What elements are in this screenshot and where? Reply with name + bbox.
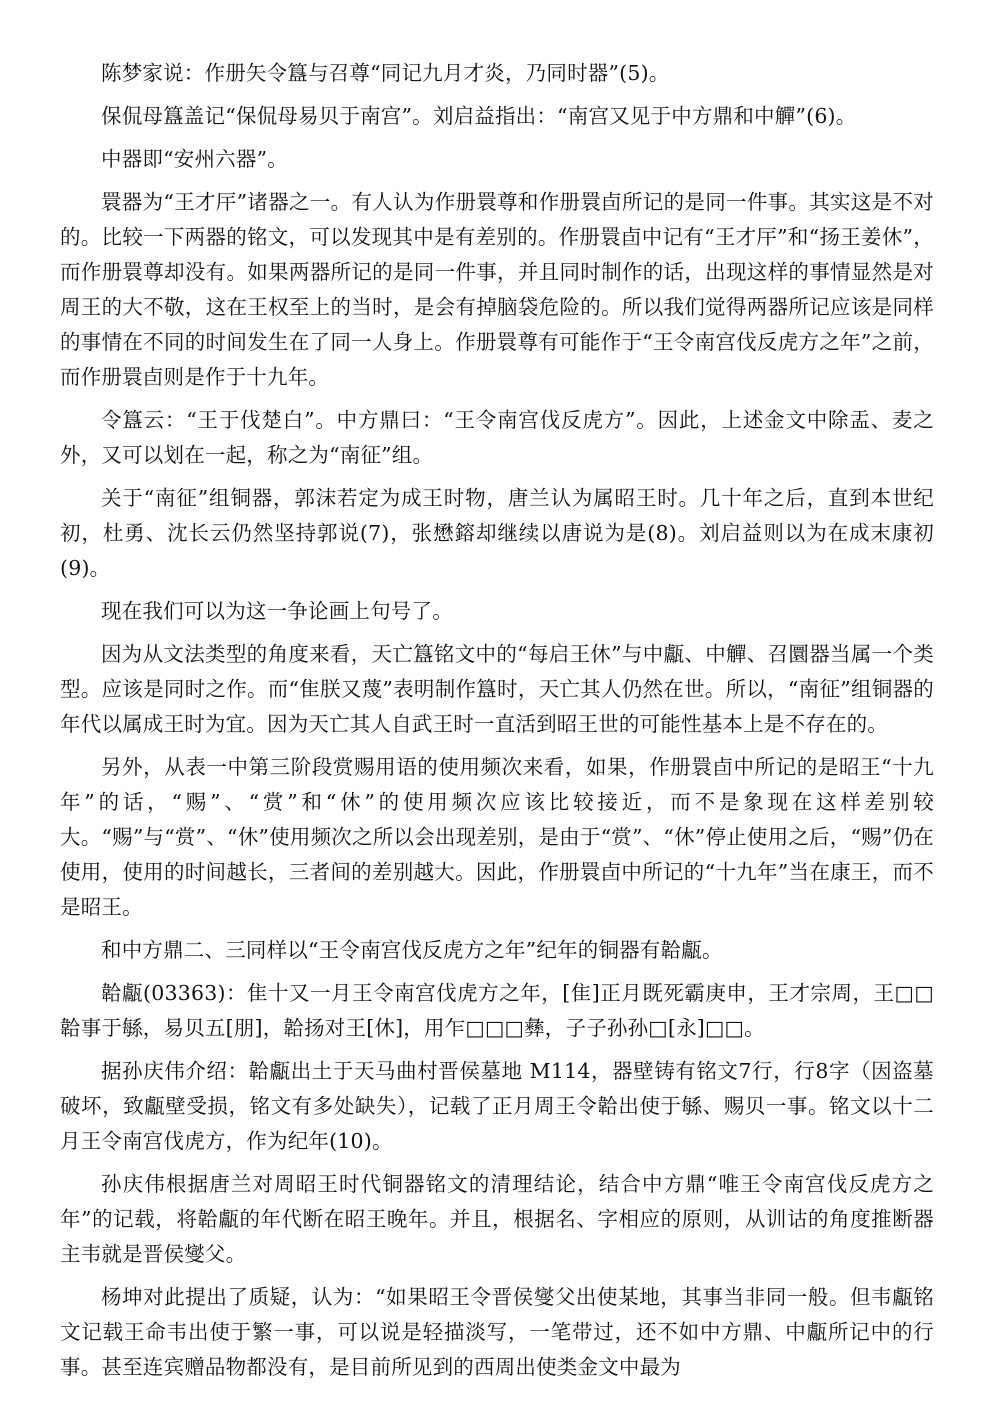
paragraph-nanzheng-group: 关于“南征”组铜器，郭沫若定为成王时物，唐兰认为属昭王时。几十年之后，直到本世纪初，杜勇、沈长云仍然坚持郭说(7)，张懋鎔却继续以唐说为是(8)。刘启益则以为在成末康初(9)。 [60,486,934,580]
paragraph-chen-mengjia: 陈梦家说：作册矢令簋与召尊“同记九月才炎，乃同时器”(5)。 [101,61,670,85]
paragraph-tianwang-gui: 因为从文法类型的角度来看，天亡簋铭文中的“每启王休”与中甗、中觶、召圜器当属一个类型。应该是同时之作。而“隹朕又蔑”表明制作簋时，天亡其人仍然在世。所以，“南征”组铜器的年代以属成王时为宜。因为天亡其人自武王时一直活到昭王世的可能性基本上是不存在的。 [60,642,934,736]
paragraph-baokan-mu-gui: 保侃母簋盖记“保侃母易贝于南宫”。刘启益指出：“南宫又见于中方鼎和中觶”(6)。 [101,104,857,128]
paragraph-conclusion-intro: 现在我们可以为这一争论画上句号了。 [101,599,453,623]
paragraph-sun-qingwei-intro: 据孙庆伟介绍：韐甗出土于天马曲村晋侯墓地 M114，器壁铸有铭文7行，行8字（因盗墓破坏，致甗壁受损，铭文有多处缺失），记载了正月周王令韐出使于緐、赐贝一事。铭文以十二月王令南宫伐虎方，作为纪年(10)。 [60,1059,934,1153]
paragraph-zhong-qi: 中器即“安州六器”。 [101,147,288,171]
paragraph-ge-yan-inscription: 韐甗(03363)：隹十又一月王令南宫伐虎方之年，[隹]正月既死霸庚申，王才宗周，王□□韐事于緐，易贝五[朋]，韐扬对王[休]，用乍□□□彝，子子孙孙□[永]□□。 [60,981,934,1040]
paragraph-ge-yan-intro: 和中方鼎二、三同样以“王令南宫伐反虎方之年”纪年的铜器有韐甗。 [101,938,723,962]
paragraph-huan-qi: 睘器为“王才厈”诸器之一。有人认为作册睘尊和作册睘卣所记的是同一件事。其实这是不对的。比较一下两器的铭文，可以发现其中是有差别的。作册睘卣中记有“王才厈”和“扬王姜休”，而作册睘尊却没有。如果两器所记的是同一件事，并且同时制作的话，出现这样的事情显然是对周王的大不敬，这在王权至上的当时，是会有掉脑袋危险的。所以我们觉得两器所记应该是同样的事情在不同的时间发生在了同一人身上。作册睘尊有可能作于“王令南宫伐反虎方之年”之前，而作册睘卣则是作于十九年。 [60,190,934,389]
paragraph-ling-gui: 令簋云：“王于伐楚白”。中方鼎曰：“王令南宫伐反虎方”。因此，上述金文中除盂、麦之外，又可以划在一起，称之为“南征”组。 [60,408,934,467]
paragraph-sun-qingwei-dating: 孙庆伟根据唐兰对周昭王时代铜器铭文的清理结论，结合中方鼎“唯王令南宫伐反虎方之年”的记载，将韐甗的年代断在昭王晚年。并且，根据名、字相应的原则，从训诂的角度推断器主韦就是晋侯燮父。 [60,1172,934,1266]
paragraph-yang-kun: 杨坤对此提出了质疑，认为：“如果昭王令晋侯燮父出使某地，其事当非同一般。但韦甗铭文记载王命韦出使于繁一事，可以说是轻描淡写，一笔带过，还不如中方鼎、中甗所记中的行事。甚至连宾赠品物都没有，是目前所见到的西周出使类金文中最为 [60,1285,934,1379]
paragraph-reward-frequency: 另外，从表一中第三阶段赏赐用语的使用频次来看，如果，作册睘卣中所记的是昭王“十九年”的话，“赐”、“赏”和“休”的使用频次应该比较接近，而不是象现在这样差别较大。“赐”与“赏”、“休”使用频次之所以会出现差别，是由于“赏”、“休”停止使用之后，“赐”仍在使用，使用的时间越长，三者间的差别越大。因此，作册睘卣中所记的“十九年”当在康王，而不是昭王。 [60,755,934,919]
document-page [60,56,934,1393]
